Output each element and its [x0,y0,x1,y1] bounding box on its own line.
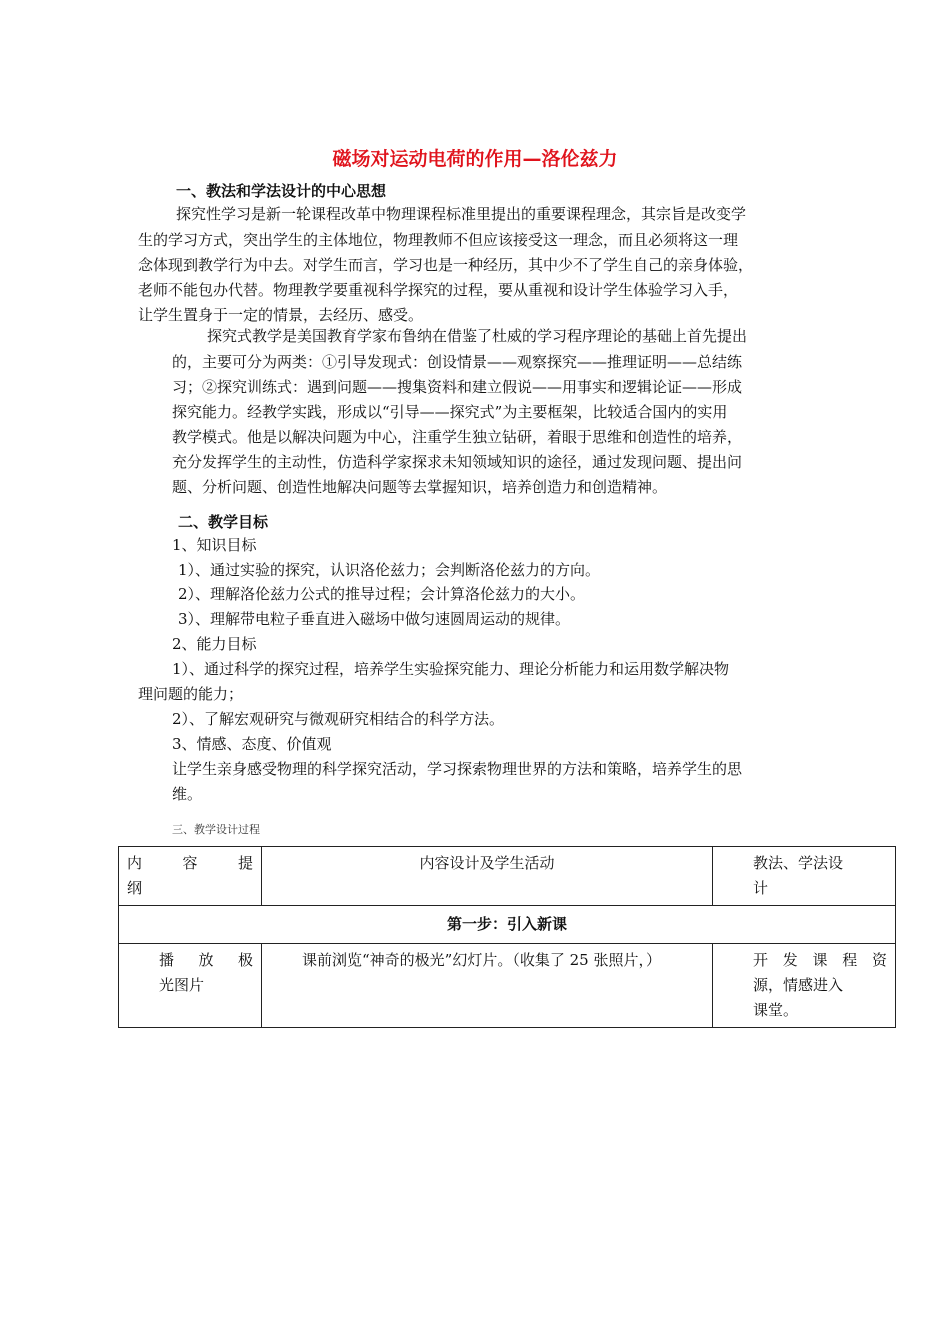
section1-heading: 一、教法和学法设计的中心思想 [176,182,387,200]
header-outline-line: 纲 [127,879,143,897]
text-line: 老师不能包办代替。物理教学要重视科学探究的过程，要从重视和设计学生体验学习入手， [138,281,739,299]
page-title: 磁场对运动电荷的作用—洛伦兹力 [332,148,618,170]
text-line: 探究式教学是美国教育学家布鲁纳在借鉴了杜威的学习程序理论的基础上首先提出 [207,327,748,345]
text-line: 探究能力。经教学实践，形成以“引导——探究式”为主要框架，比较适合国内的实用 [172,403,728,421]
text-line: 充分发挥学生的主动性，仿造科学家探求未知领域知识的途径，通过发现问题、提出问 [172,453,743,471]
text-line: 生的学习方式，突出学生的主体地位，物理教师不但应该接受这一理念，而且必须将这一理 [138,231,739,249]
row-method-line: 课堂。 [753,1001,799,1019]
row-method-line: 源，情感进入 [753,976,844,994]
text-line: 念体现到教学行为中去。对学生而言，学习也是一种经历，其中少不了学生自己的亲身体验， [138,256,754,274]
text-line: 让学生置身于一定的情景，去经历、感受。 [138,306,424,324]
step-row [119,906,896,944]
header-outline-line: 内 容 提 [127,854,253,872]
row-design-cell: 课前浏览“神奇的极光”幻灯片。（收集了 25 张照片，） [262,944,713,1028]
row-outline-line: 播 放 极 [159,951,253,969]
text-line: 教学模式。他是以解决问题为中心，注重学生独立钻研，着眼于思维和创造性的培养， [172,428,743,446]
text-line: 的，主要可分为两类：①引导发现式：创设情景——观察探究——推理证明——总结练 [172,353,743,371]
text-line: 题、分析问题、创造性地解决问题等去掌握知识，培养创造力和创造精神。 [172,478,668,496]
knowledge-heading: 1、知识目标 [172,536,257,554]
table-header-row [119,847,896,906]
section2-heading: 二、教学目标 [178,513,269,531]
ability-item-1: 1）、通过科学的探究过程，培养学生实验探究能力、理论分析能力和运用数学解决物 [172,660,730,678]
ability-item-1-cont: 理问题的能力； [138,685,244,703]
section3-heading: 三、教学设计过程 [172,823,260,836]
list-item: 3）、理解带电粒子垂直进入磁场中做匀速圆周运动的规律。 [178,610,571,628]
ability-item-2: 2）、了解宏观研究与微观研究相结合的科学方法。 [172,710,505,728]
list-item: 2）、理解洛伦兹力公式的推导过程；会计算洛伦兹力的大小。 [178,585,586,603]
ability-heading: 2、能力目标 [172,635,257,653]
header-method-line: 计 [753,879,769,897]
row-method-line: 开 发 课 程 资 [753,951,887,969]
emotion-text: 让学生亲身感受物理的科学探究活动，学习探索物理世界的方法和策略，培养学生的思 [172,760,743,778]
row-outline-cell [119,944,262,1028]
row-outline-line: 光图片 [159,976,205,994]
row-method-cell [713,944,896,1028]
emotion-heading: 3、情感、态度、价值观 [172,735,332,753]
header-method-line: 教法、学法设 [753,854,844,872]
text-line: 探究性学习是新一轮课程改革中物理课程标准里提出的重要课程理念，其宗旨是改变学 [176,205,747,223]
header-method-cell [713,847,896,906]
step1-label: 第一步：引入新课 [119,906,896,944]
list-item: 1）、通过实验的探究，认识洛伦兹力；会判断洛伦兹力的方向。 [178,561,601,579]
design-table [118,846,896,1028]
header-outline-cell [119,847,262,906]
emotion-text-cont: 维。 [172,785,203,803]
table-row [119,944,896,1028]
text-line: 习；②探究训练式：遇到问题——搜集资料和建立假说——用事实和逻辑论证——形成 [172,378,743,396]
header-design-cell: 内容设计及学生活动 [262,847,713,906]
